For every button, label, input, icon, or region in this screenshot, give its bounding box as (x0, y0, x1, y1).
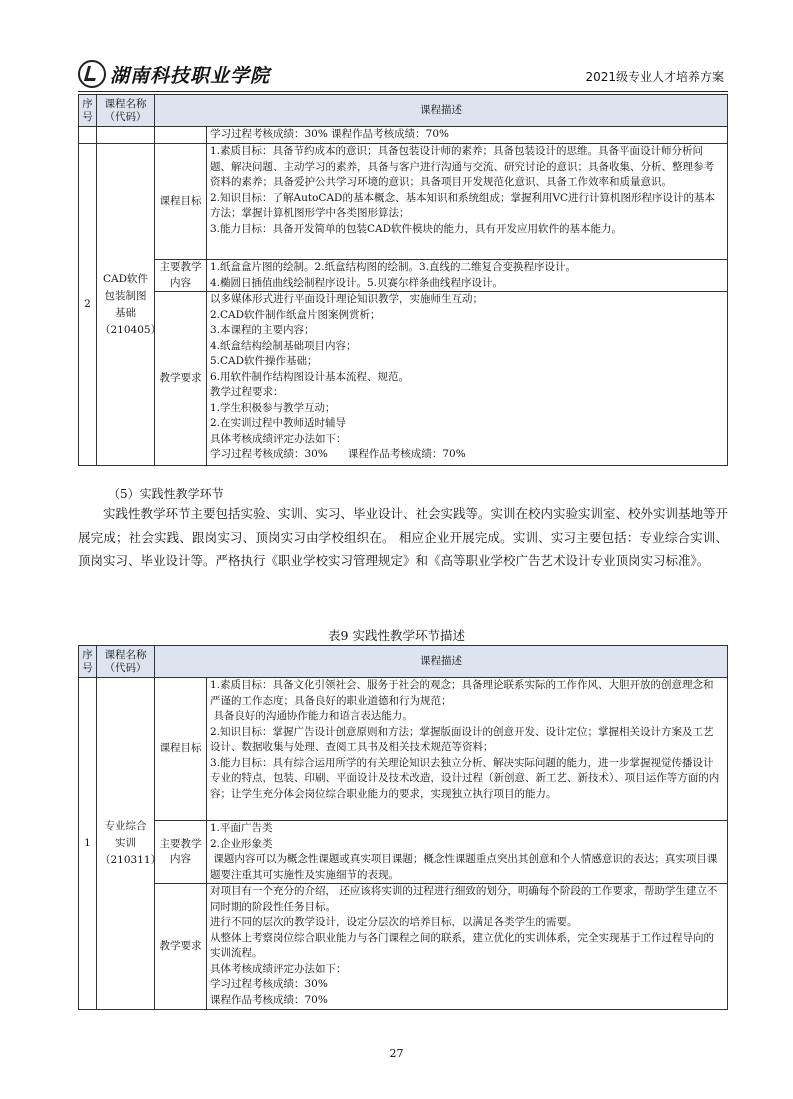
content-line: 3.本课程的主要内容； (210, 324, 315, 336)
table-row (79, 884, 728, 1010)
section-paragraph: 实践性教学环节主要包括实验、实训、实习、毕业设计、社会实践等。实训在校内实验实训室、校外实训基地等开展完成；社会实践、跟岗实习、顶岗实习由学校组织在。 相应企业开展完成。实训、实习主要包括：专业综合实训、顶岗实习、毕业设计等。严格执行《职业学校实习管理规定》和《高等职业学校广告艺术设计专业顶岗实习标准》。 (78, 506, 729, 568)
table-row (79, 292, 728, 466)
section-content (207, 144, 728, 260)
content-line: 学习过程考核成绩：30% (210, 978, 328, 990)
content-line: 课程作品考核成绩：70% (210, 993, 328, 1006)
college-seal-icon (78, 60, 106, 88)
content-line: 学习过程考核成绩：30% 课程作品考核成绩：70% (210, 448, 466, 460)
content-line: 以多媒体形式进行平面设计理论知识教学，实施师生互动； (210, 293, 483, 305)
content-line: 对项目有一个充分的介绍， 还应该将实训的过程进行细致的划分，明确每个阶段的工作要求，帮助学生建立不同时期的阶段性任务目标。 (210, 885, 718, 913)
continued-line: 学习过程考核成绩：30% 课程作品考核成绩：70% (207, 127, 728, 144)
header-desc: 课程描述 (155, 95, 728, 127)
table-header-row (79, 95, 728, 127)
table-header-row (79, 646, 728, 678)
content-line: 2.知识目标：掌握广告设计创意原则和方法；掌握版面设计的创意开发、设计定位；掌握相关设计方案及工艺设计、数据收集与处理、查阅工具书及相关技术规范等资料； (210, 725, 714, 753)
row-number: 1 (79, 678, 97, 1010)
content-line: 4.椭圆日插值曲线绘制程序设计。5.贝赛尔样条曲线程序设计。 (210, 276, 504, 289)
course-name: CAD软件包装制图基础（210405） (97, 144, 155, 466)
content-line: 4.纸盒结构绘制基础项目内容； (210, 339, 357, 352)
table-row (79, 144, 728, 260)
content-line: 3.能力目标：具有综合运用所学的有关理论知识去独立分析、解决实际问题的能力，进一步掌握视觉传播设计专业的特点，包装、印刷、平面设计及技术改造，设计过程（新创意、新工艺、新技术）、项目运作等方面的内容；让学生充分体会岗位综合职业能力的要求，实现独立执行项目的能力。 (210, 756, 720, 800)
content-line: 1.素质目标：具备文化引领社会、服务于社会的观念；具备理论联系实际的工作作风、大胆开放的创意理念和严谨的工作态度；具备良好的职业道德和行为规范； (210, 679, 714, 707)
content-line: 2.企业形象类 (210, 837, 273, 850)
content-line: 1.素质目标：具备节约成本的意识；具备包装设计师的素养；具备包装设计的思维。具备平面设计师分析问题、解决问题、主动学习的素养，具备与客户进行沟通与交流、研究讨论的意识；具备收集、分析、整理参考资料的素养；具备爱护公共学习环境的意识；具备项目开发规范化意识、具备工作效率和质量意识。 (210, 145, 714, 188)
section-label: 教学要求 (155, 884, 207, 1010)
page-number: 27 (389, 1047, 404, 1060)
content-line: 1.纸盒盒片图的绘制。2.纸盒结构图的绘制。3.直线的二维复合变换程序设计。 (210, 261, 577, 273)
college-logo (78, 61, 270, 87)
course-table-continued (78, 94, 728, 466)
content-line: 3.能力目标：具备开发简单的包装CAD软件模块的能力，具有开发应用软件的基本能力。 (210, 222, 623, 235)
table-row (79, 127, 728, 144)
content-line: 课题内容可以为概念性课题或真实项目课题；概念性课题重点突出其创意和个人情感意识的表达；真实项目课题要注重其可实施性及实施细节的表现。 (210, 853, 718, 881)
content-line: 具体考核成绩评定办法如下： (210, 962, 347, 975)
header-name: 课程名称（代码） (97, 646, 155, 678)
content-line: 教学过程要求： (210, 386, 284, 398)
section-label: 主要教学内容 (155, 260, 207, 292)
section-content (207, 821, 728, 884)
table-row (79, 678, 728, 821)
content-line: 5.CAD软件操作基础； (210, 355, 318, 367)
section-label: 主要教学内容 (155, 821, 207, 884)
row-number: 2 (79, 144, 97, 466)
content-line: 6.用软件制作结构图设计基本流程、规范。 (210, 370, 410, 383)
content-line: 1.学生积极参与教学互动； (210, 401, 336, 414)
section-content (207, 884, 728, 1010)
course-name: 专业综合实训（210311） (97, 678, 155, 1010)
section-content (207, 292, 728, 466)
section-content (207, 260, 728, 292)
section-label: 课程目标 (155, 144, 207, 260)
table-caption: 表9 实践性教学环节描述 (328, 628, 465, 643)
page-header (78, 61, 728, 92)
header-name: 课程名称（代码） (97, 95, 155, 127)
content-line: 从整体上考察岗位综合职业能力与各门课程之间的联系，建立优化的实训体系，完全实现基于工作过程导向的实训流程。 (210, 931, 714, 959)
content-line: 2.知识目标：了解AutoCAD的基本概念、基本知识和系统组成；掌握利用VC进行计算机图形程序设计的基本方法；掌握计算机图形学中各类图形算法； (210, 191, 716, 219)
practice-table (78, 645, 728, 1010)
section-label: 课程目标 (155, 678, 207, 821)
section-heading: （5）实践性教学环节 (108, 487, 224, 501)
content-line: 2.在实训过程中教师适时辅导 (210, 417, 347, 429)
header-num: 序号 (79, 95, 97, 127)
document-title: 2021级专业人才培养方案 (585, 70, 724, 84)
header-num: 序号 (79, 646, 97, 678)
table-row (79, 821, 728, 884)
content-line: 具备良好的沟通协作能力和语言表达能力。 (210, 710, 413, 722)
content-line: 1.平面广告类 (210, 822, 273, 834)
college-name: 湖南科技职业学院 (110, 64, 271, 87)
header-desc: 课程描述 (155, 646, 728, 678)
content-line: 进行不同的层次的教学设计，设定分层次的培养目标，以满足各类学生的需要。 (210, 916, 578, 928)
section-content (207, 678, 728, 821)
content-line: 具体考核成绩评定办法如下： (210, 432, 347, 445)
content-line: 2.CAD软件制作纸盒片图案例赏析； (210, 308, 381, 321)
section-label: 教学要求 (155, 292, 207, 466)
table-row (79, 260, 728, 292)
